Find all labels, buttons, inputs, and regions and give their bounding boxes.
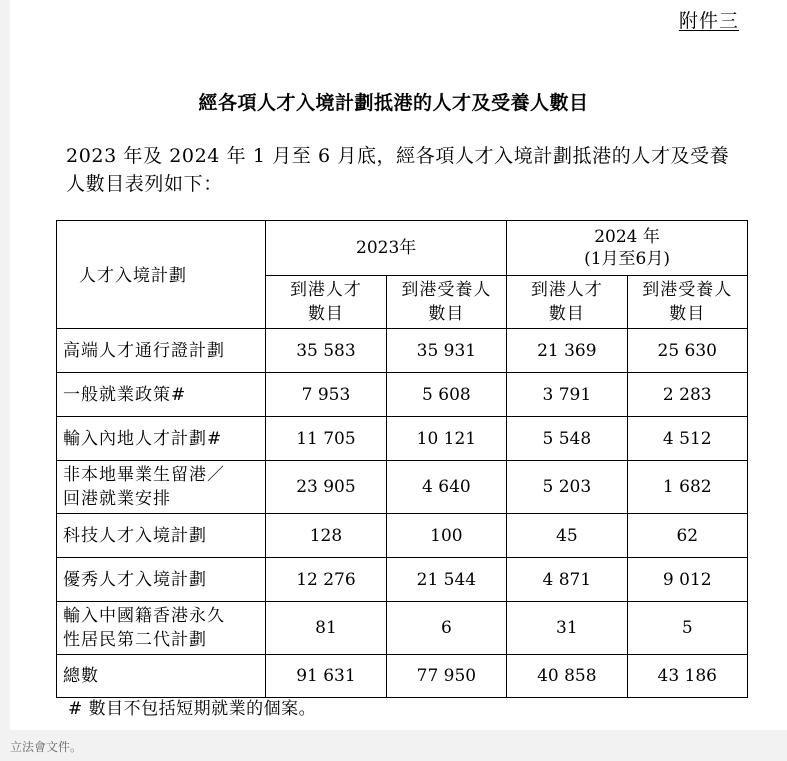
total-label: [57, 655, 266, 698]
scheme-name-line: 科技人才入境計劃: [63, 525, 207, 546]
table-row: [57, 461, 748, 514]
table-row: [57, 514, 748, 558]
table-row: [57, 417, 748, 461]
talent-2023-cell: 23 905: [266, 461, 386, 514]
header-line: 數目: [307, 304, 344, 324]
talent-2023-cell: 11 705: [266, 417, 386, 461]
header-line: 數目: [669, 304, 706, 324]
scheme-name: [57, 514, 266, 558]
dependant-2024-cell: 5: [627, 602, 747, 655]
scheme-name-line: 非本地畢業生留港／: [63, 465, 225, 485]
dependant-2023-cell: 4 640: [386, 461, 506, 514]
year-2023-header: 2023年: [266, 221, 507, 276]
talent-2024-cell: 31: [507, 602, 627, 655]
table-footnote: # 數目不包括短期就業的個案。: [68, 699, 317, 719]
dependant-2023-cell: 6: [386, 602, 506, 655]
scheme-name-line: 輸入內地人才計劃#: [63, 428, 223, 449]
talent-2024-cell: 5 203: [507, 461, 627, 514]
talent-2023-cell: 128: [266, 514, 386, 558]
dependant-2023-cell: 100: [386, 514, 506, 558]
dependant-2023-cell: 5 608: [386, 373, 506, 417]
dependant-2024-cell: 4 512: [627, 417, 747, 461]
talent-2024-header: [507, 276, 627, 329]
scheme-name: [57, 417, 266, 461]
table-row: [57, 602, 748, 655]
scheme-column-header: 人才入境計劃: [57, 221, 266, 329]
viewer-footer-bar: [0, 730, 787, 761]
scheme-name-line: 性居民第二代計劃: [63, 630, 207, 650]
intro-paragraph: [66, 142, 756, 198]
dependant-2023-cell: 35 931: [386, 329, 506, 373]
header-line: 到港人才: [289, 280, 362, 300]
dependant-2024-cell: 25 630: [627, 329, 747, 373]
scheme-name-line: 一般就業政策#: [63, 384, 187, 405]
talent-2024-cell: 45: [507, 514, 627, 558]
scheme-name: [57, 558, 266, 602]
header-line: 到港人才: [530, 280, 603, 300]
talent-2024-cell: 3 791: [507, 373, 627, 417]
dependant-2024-cell: 1 682: [627, 461, 747, 514]
dependant-2024-cell: 9 012: [627, 558, 747, 602]
table-row: [57, 329, 748, 373]
dependant-2023-header: [386, 276, 506, 329]
scheme-name-line: 總數: [63, 666, 99, 686]
scheme-name-line: 優秀人才入境計劃: [63, 569, 207, 590]
scheme-name-line: 回港就業安排: [63, 489, 171, 509]
intro-line-2: 人數目表列如下：: [66, 173, 223, 195]
dependant-2023-total: 77 950: [386, 655, 506, 698]
scheme-name: [57, 329, 266, 373]
talent-2023-cell: 35 583: [266, 329, 386, 373]
scheme-name-line: 高端人才通行證計劃: [63, 340, 225, 361]
year-2024-label: 2024 年: [594, 227, 660, 247]
talent-2023-cell: 12 276: [266, 558, 386, 602]
dependant-2023-cell: 10 121: [386, 417, 506, 461]
dependant-2024-cell: 2 283: [627, 373, 747, 417]
talent-2024-cell: 4 871: [507, 558, 627, 602]
talent-2023-total: 91 631: [266, 655, 386, 698]
header-line: 到港受養人: [642, 280, 733, 300]
intro-line-1: 2023 年及 2024 年 1 月至 6 月底，經各項人才入境計劃抵港的人才及受養: [66, 145, 730, 167]
talent-2024-total: 40 858: [507, 655, 627, 698]
scheme-name: [57, 461, 266, 514]
dependant-2024-header: [627, 276, 747, 329]
annex-label: 附件三: [678, 10, 739, 32]
header-line: 數目: [428, 304, 465, 324]
header-line: 數目: [548, 304, 585, 324]
dependant-2023-cell: 21 544: [386, 558, 506, 602]
year-2024-period: (1月至6月): [584, 249, 670, 269]
scheme-name-line: 輸入中國籍香港永久: [63, 606, 225, 626]
table-row: [57, 558, 748, 602]
talent-2023-header: [266, 276, 386, 329]
table-row: [57, 373, 748, 417]
talent-2024-cell: 21 369: [507, 329, 627, 373]
document-title: 經各項人才入境計劃抵港的人才及受養人數目: [198, 92, 589, 114]
scheme-name: [57, 602, 266, 655]
dependant-2024-cell: 62: [627, 514, 747, 558]
talent-admission-table: [56, 220, 748, 698]
scheme-name: [57, 373, 266, 417]
total-row: [57, 655, 748, 698]
talent-2024-cell: 5 548: [507, 417, 627, 461]
talent-2023-cell: 7 953: [266, 373, 386, 417]
header-line: 到港受養人: [401, 280, 492, 300]
year-2024-header: [507, 221, 748, 276]
dependant-2024-total: 43 186: [627, 655, 747, 698]
source-label: 立法會文件。: [10, 740, 83, 754]
talent-2023-cell: 81: [266, 602, 386, 655]
